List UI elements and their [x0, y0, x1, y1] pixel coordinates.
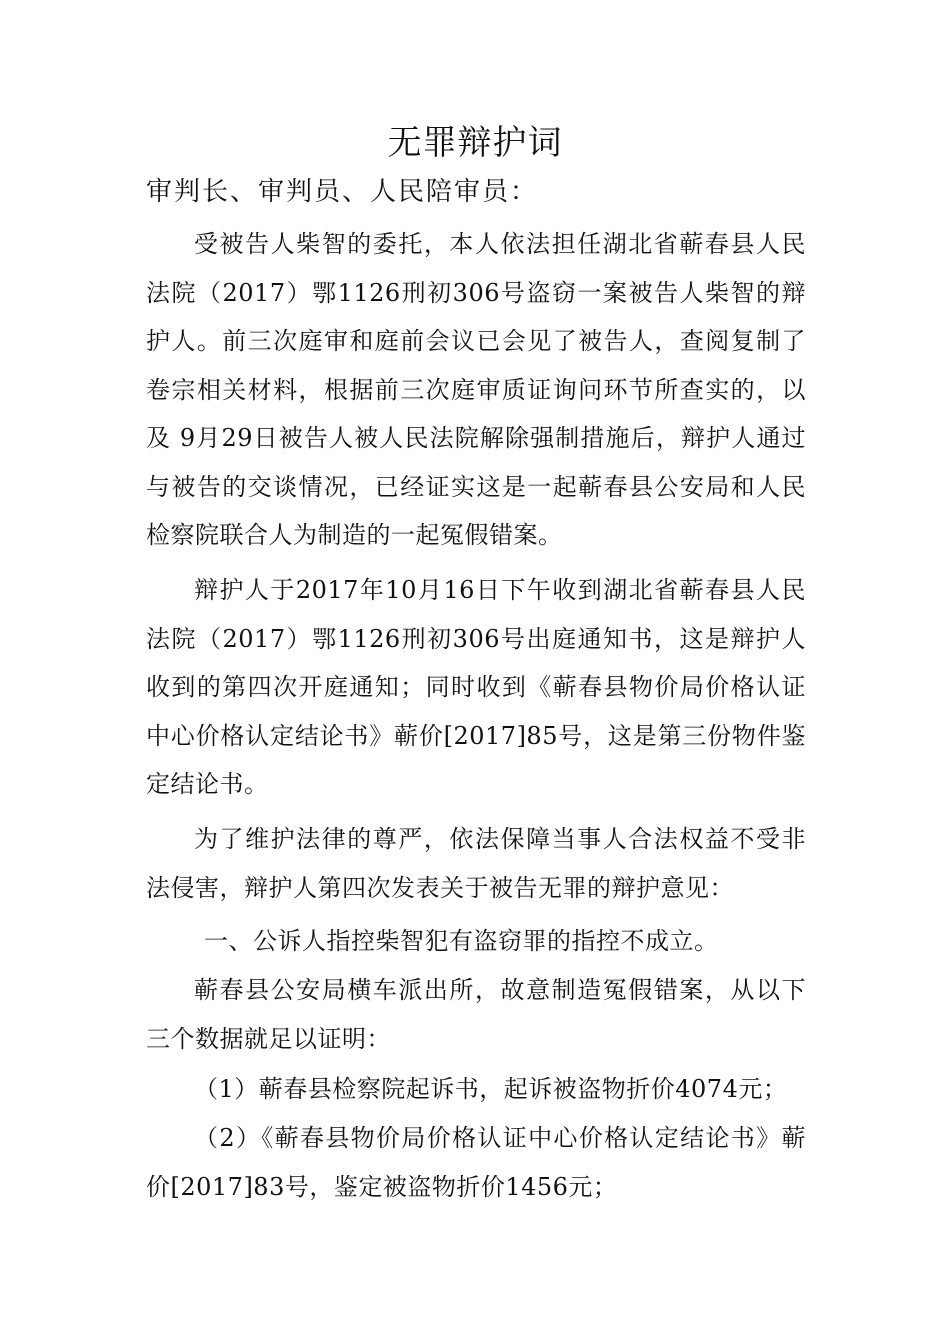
paragraph-notice: 辩护人于2017年10月16日下午收到湖北省蕲春县人民法院（2017）鄂1126刑初306号出庭通知书，这是辩护人收到的第四次开庭通知；同时收到《蕲春县物价局价格认证中心价格认定结论书》蕲价[2017]85号，这是第三份物件鉴定结论书。: [146, 576, 806, 798]
paragraph-intro: 受被告人柴智的委托，本人依法担任湖北省蕲春县人民法院（2017）鄂1126刑初306号盗窃一案被告人柴智的辩护人。前三次庭审和庭前会议已会见了被告人，查阅复制了卷宗相关材料，根据前三次庭审质证询问环节所查实的，以及 9月29日被告人被人民法院解除强制措施后，辩护人通过与被告的交谈情况，已经证实这是一起蕲春县公安局和人民检察院联合人为制造的一起冤假错案。: [146, 230, 806, 549]
list-item-1: （1）蕲春县检察院起诉书，起诉被盗物折价4074元；: [194, 1075, 788, 1103]
paragraph-purpose: 为了维护法律的尊严，依法保障当事人合法权益不受非法侵害，辩护人第四次发表关于被告无罪的辩护意见：: [146, 825, 806, 902]
section-heading-1: 一、公诉人指控柴智犯有盗窃罪的指控不成立。: [204, 927, 719, 955]
document-title: 无罪辩护词: [387, 123, 563, 163]
paragraph-evidence-intro: 蕲春县公安局横车派出所，故意制造冤假错案，从以下三个数据就足以证明：: [146, 976, 806, 1053]
list-item-2: （2）《蕲春县物价局价格认证中心价格认定结论书》蕲价[2017]83号，鉴定被盗物折价1456元；: [146, 1124, 806, 1201]
salutation: 审判长、审判员、人民陪审员：: [146, 177, 539, 207]
